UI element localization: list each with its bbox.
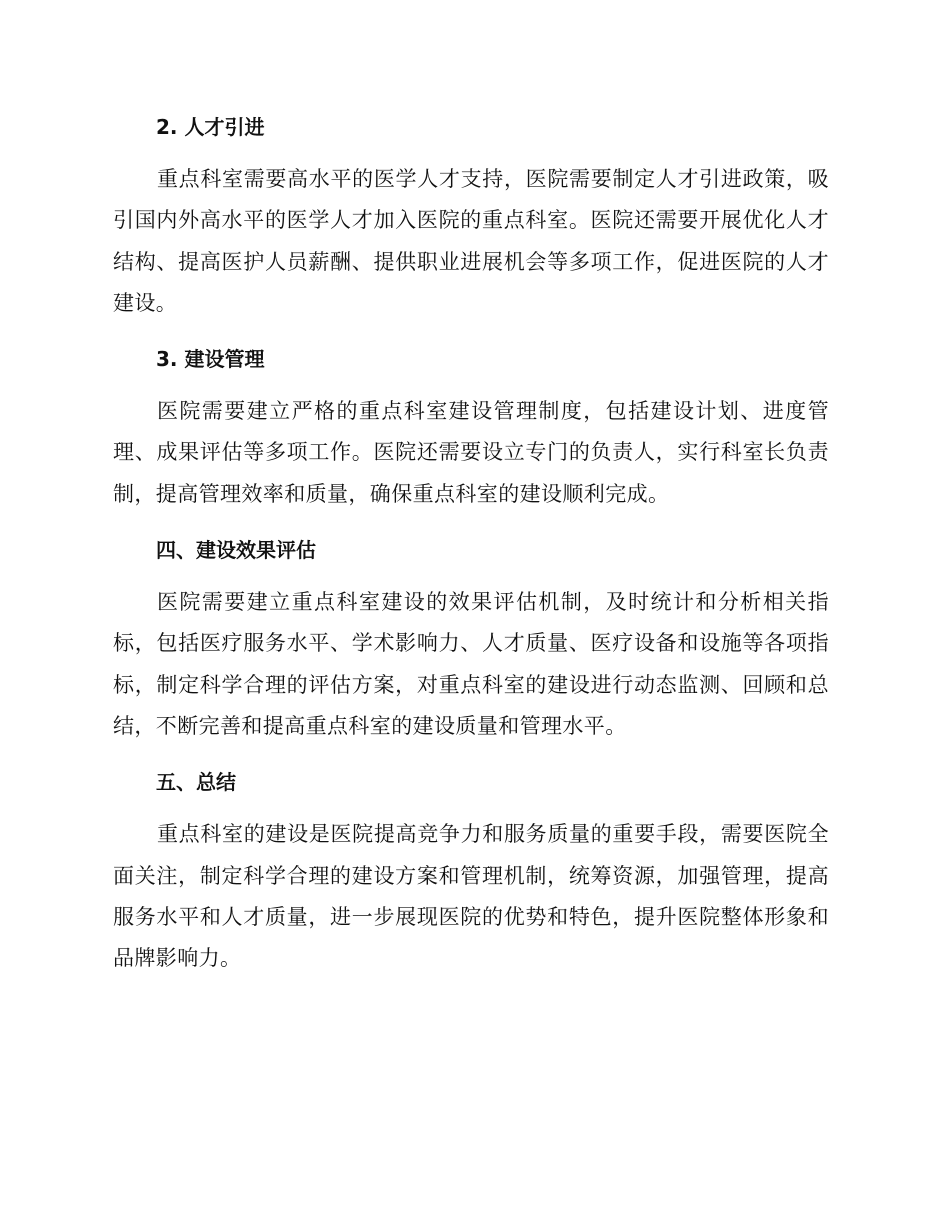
section-heading-summary: 五、总结 (156, 770, 236, 795)
section-heading-construction-management: 3. 建设管理 (156, 347, 265, 372)
section-heading-talent-introduction: 2. 人才引进 (156, 115, 265, 139)
section-paragraph-talent-introduction: 重点科室需要高水平的医学人才支持，医院需要制定人才引进政策，吸引国内外高水平的医学人才加入医院的重点科室。医院还需要开展优化人才结构、提高医护人员薪酬、提供职业进展机会等多项工作，促进医院的人才建设。 (113, 167, 829, 315)
document-body (113, 108, 829, 995)
section-paragraph-construction-management: 医院需要建立严格的重点科室建设管理制度，包括建设计划、进度管理、成果评估等多项工作。医院还需要设立专门的负责人，实行科室长负责制，提高管理效率和质量，确保重点科室的建设顺利完成。 (113, 399, 829, 506)
section-paragraph-effect-evaluation: 医院需要建立重点科室建设的效果评估机制，及时统计和分析相关指标，包括医疗服务水平、学术影响力、人才质量、医疗设备和设施等各项指标，制定科学合理的评估方案，对重点科室的建设进行动态监测、回顾和总结，不断完善和提高重点科室的建设质量和管理水平。 (113, 590, 829, 738)
section-paragraph-summary: 重点科室的建设是医院提高竞争力和服务质量的重要手段，需要医院全面关注，制定科学合理的建设方案和管理机制，统筹资源，加强管理，提高服务水平和人才质量，进一步展现医院的优势和特色，提升医院整体形象和品牌影响力。 (113, 822, 829, 971)
section-heading-effect-evaluation: 四、建设效果评估 (156, 538, 316, 563)
